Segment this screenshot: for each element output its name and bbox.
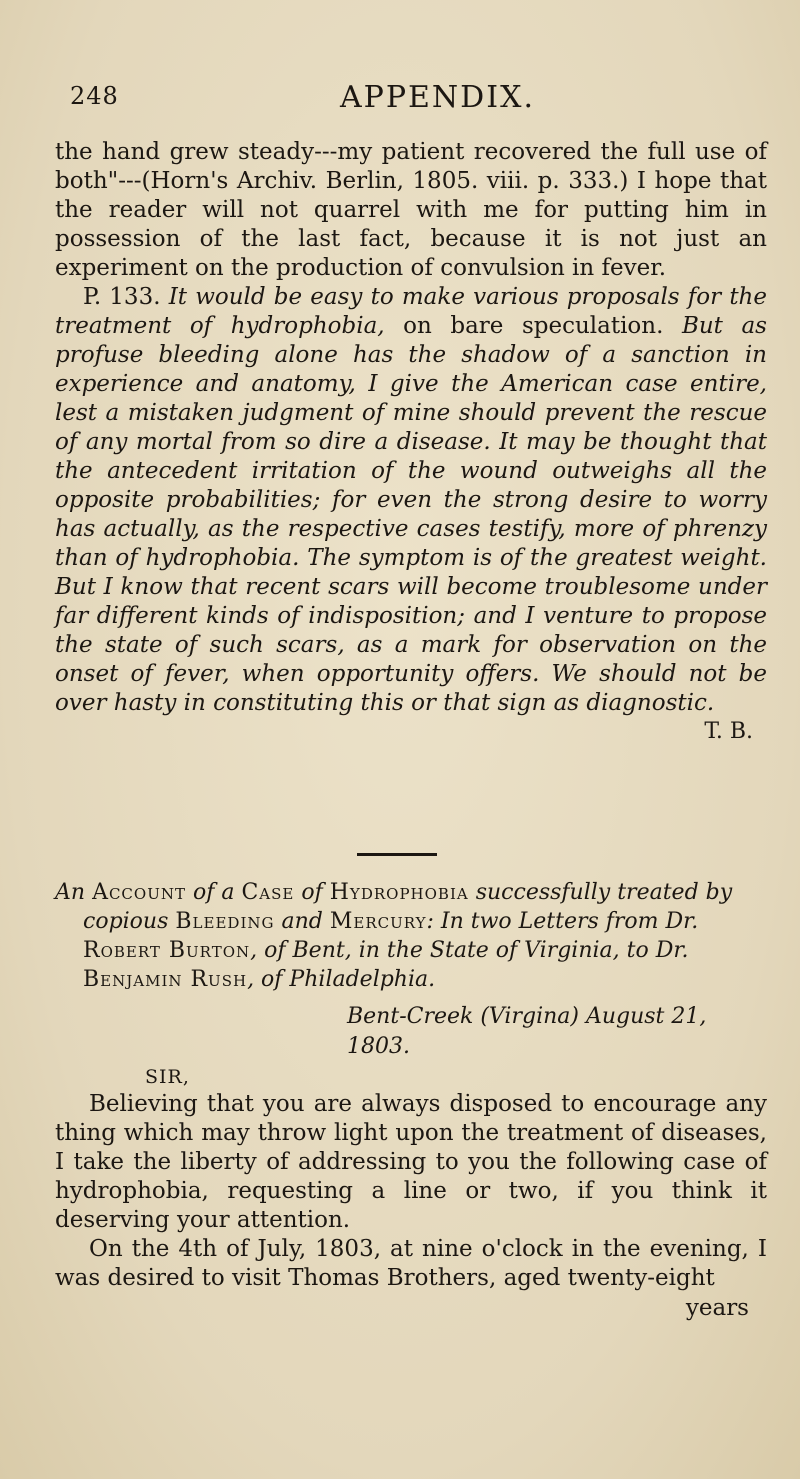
title-part: : In two Letters from Dr.: [426, 909, 699, 934]
title-part: of a: [185, 880, 242, 905]
letter-salutation: SIR,: [145, 1066, 190, 1088]
section-divider: [357, 853, 437, 856]
running-head: [0, 78, 800, 118]
letter-paragraph-2: On the 4th of July, 1803, at nine o'clock in the evening, I was desired to visit Thomas Brothers, aged twenty-eight: [55, 1236, 767, 1291]
paragraph-note-p133: [55, 283, 767, 718]
note-block: [55, 138, 767, 746]
paragraph-continued: the hand grew steady---my patient recovered the full use of both"---(Horn's Archiv. Berlin, 1805. viii. p. 333.) I hope that the reader will not quarrel with me for putting him in possession of the last fact, because it is not just an experiment on the production of convulsion in fever.: [55, 139, 767, 281]
catchword: years: [685, 1295, 749, 1321]
title-part: Case: [241, 880, 295, 905]
letter-section: [55, 878, 767, 1323]
note-italic-a: It would be easy to make various proposals for the treatment of hydrophobia,: [55, 284, 767, 339]
title-part: Mercury: [329, 909, 427, 934]
running-title: APPENDIX.: [340, 80, 535, 115]
note-roman: on bare speculation.: [384, 313, 682, 339]
title-part: and: [274, 909, 330, 934]
title-part: , of Bent, in the State of Virginia, to Dr.: [250, 938, 689, 963]
title-part: of: [294, 880, 330, 905]
note-italic-b: But as profuse bleeding alone has the shadow of a sanction in experience and anatomy, I give the American case entire, lest a mistaken judgment of mine should prevent the rescue of any mortal from so dire a disease. It may be thought that the antecedent irritation of the wound outweighs all the opposite probabilities; for even the strong desire to worry has actually, as the respective cases testify, more of phrenzy than of hydrophobia. The symptom is of the greatest weight. But I know that recent scars will become troublesome under far different kinds of indisposition; and I venture to propose the state of such scars, as a mark for observation on the onset of fever, when opportunity offers. We should not be over hasty in constituting this or that sign as diagnostic.: [55, 313, 767, 716]
title-part: , of Philadelphia.: [247, 967, 436, 992]
title-part: Benjamin Rush: [83, 967, 248, 992]
letter-paragraph-1: Believing that you are always disposed to encourage any thing which may throw light upon the treatment of diseases, I take the liberty of addressing to you the following case of hydrophobia, requesting a line or two, if you think it deserving your attention.: [55, 1091, 767, 1233]
author-initials: T. B.: [704, 719, 753, 744]
title-part: Bleeding: [175, 909, 275, 934]
title-part: An: [55, 880, 93, 905]
letter-dateline: Bent-Creek (Virgina) August 21, 1803.: [347, 1004, 707, 1059]
title-part: Robert Burton: [83, 938, 251, 963]
title-part: Account: [92, 880, 186, 905]
page-number: 248: [70, 82, 119, 110]
title-part: Hydrophobia: [329, 880, 469, 905]
title-part: successfully treated by copious: [83, 880, 733, 934]
section-title: [55, 878, 767, 994]
page-reference: P. 133.: [83, 284, 161, 310]
